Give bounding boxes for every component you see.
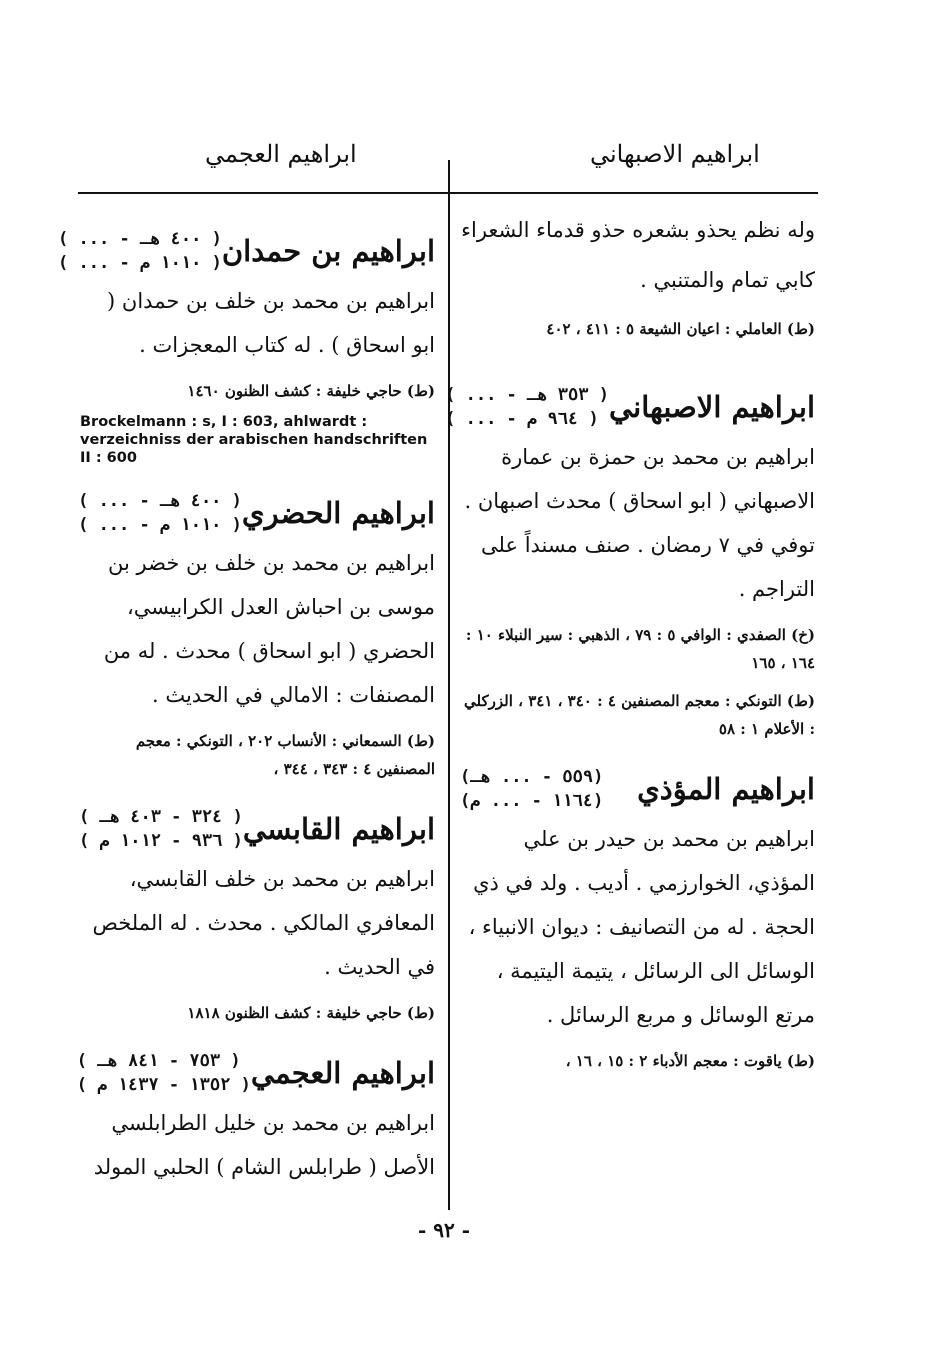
- page-number: - ٩٢ -: [418, 1218, 471, 1242]
- entry-body: ابراهيم بن محمد بن حيدر بن علي المؤذي، الخوارزمي . أديب . ولد في ذي الحجة . له من التصانيف : ديوان الانبياء ، الوسائل الى الرسائل ، يتيمة اليتيمة ، مرتع الوسائل و مربع الرسائل .: [468, 827, 815, 1027]
- continuation-text: وله نظم يحذو بشعره حذو قدماء الشعراء كابي تمام والمتنبي .: [461, 218, 815, 292]
- entry-body: ابراهيم بن محمد بن حمزة بن عمارة الاصبهاني ( ابو اسحاق ) محدث اصبهان . توفي في ٧ رمضان . صنف مسنداً على التراجم .: [464, 445, 815, 601]
- entry: [58, 227, 435, 467]
- entry: [80, 805, 435, 1027]
- entry-body: ابراهيم بن محمد بن خلف بن خضر بن موسى بن احباش العدل الكرابيسي، الحضري ( ابو اسحاق ) محدث . له من المصنفات : الامالي في الحديث .: [103, 551, 435, 707]
- left-column: [58, 205, 435, 1211]
- entry-name: ابراهيم بن حمدان: [221, 234, 435, 268]
- entry-name: ابراهيم القابسي: [242, 812, 435, 846]
- entry-name: ابراهيم المؤذي: [637, 772, 815, 806]
- entry-body: ابراهيم بن محمد بن خلف القابسي، المعافري المالكي . محدث . له الملخص في الحديث .: [92, 867, 435, 979]
- date-hijri: ( ... - ٤٠٠ هـ ): [58, 229, 222, 249]
- entry: [80, 489, 435, 783]
- entry-dates: [445, 383, 609, 431]
- date-hijri: ( ٧٥٣ - ٨٤١ هـ ): [76, 1051, 241, 1071]
- entry-dates: [460, 765, 603, 813]
- entry-dates: [77, 1049, 251, 1097]
- entry-name: ابراهيم الاصبهاني: [608, 390, 815, 424]
- date-gregorian: ( ... - ٩٦٤ م ): [445, 409, 599, 429]
- date-gregorian: ( ... - ١٠١٠ م ): [78, 515, 242, 535]
- date-gregorian: ( ١٣٥٢ - ١٤٣٧ م ): [76, 1075, 251, 1095]
- entry-source: (ط) حاجي خليفة : كشف الظنون ١٨١٨: [187, 1004, 435, 1022]
- header-left: ابراهيم العجمي: [205, 140, 357, 168]
- date-hijri: ( ٣٢٤ - ٤٠٣ هـ ): [79, 807, 243, 827]
- date-hijri: ( ... - ٤٠٠ هـ ): [78, 491, 242, 511]
- date-hijri: ( ... - ٣٥٣ هـ ): [445, 385, 609, 405]
- entry-dates: [78, 489, 242, 537]
- date-hijri: (٥٥٩ - ... هـ): [460, 767, 604, 787]
- entry-body: ابراهيم بن محمد بن خليل الطرابلسي الأصل ( طرابلس الشام ) الحلبي المولد: [93, 1111, 435, 1179]
- entry-source: (ط) ياقوت : معجم الأدباء ٢ : ١٥ ، ١٦ ،: [565, 1052, 815, 1070]
- entry: [445, 383, 815, 743]
- entry: [76, 1049, 435, 1189]
- right-column: [445, 205, 815, 1097]
- entry-dates: [79, 805, 243, 853]
- date-gregorian: ( ٩٣٦ - ١٠١٢ م ): [79, 831, 243, 851]
- header-right: ابراهيم الاصبهاني: [590, 140, 760, 168]
- entry-source: (خ) الصفدي : الوافي ٥ : ٧٩ ، الذهبي : سير النبلاء ١٠ : ١٦٤ ، ١٦٥: [465, 626, 815, 672]
- entry-source-latin: Brockelmann : s, I : 603, ahlwardt : verzeichniss der arabischen handschriften II : 600: [80, 414, 428, 466]
- continuation-source: (ط) العاملي : اعيان الشيعة ٥ : ٤١١ ، ٤٠٢: [546, 320, 815, 338]
- entry: [460, 765, 815, 1075]
- entry-source: (ط) حاجي خليفة : كشف الظنون ١٤٦٠: [187, 382, 435, 400]
- column-divider: [448, 160, 450, 1210]
- date-gregorian: (١١٦٤ - ... م): [460, 791, 604, 811]
- entry-source: (ط) التونكي : معجم المصنفين ٤ : ٣٤٠ ، ٣٤١ ، الزركلي : الأعلام ١ : ٥٨: [464, 692, 815, 738]
- entry-dates: [58, 227, 222, 275]
- entry-source: (ط) السمعاني : الأنساب ٢٠٢ ، التونكي : معجم المصنفين ٤ : ٣٤٣ ، ٣٤٤ ،: [135, 732, 435, 778]
- date-gregorian: ( ... - ١٠١٠ م ): [58, 253, 222, 273]
- entry-name: ابراهيم العجمي: [250, 1056, 435, 1090]
- entry-name: ابراهيم الحضري: [241, 496, 435, 530]
- entry-body: ابراهيم بن محمد بن خلف بن حمدان ( ابو اسحاق ) . له كتاب المعجزات .: [107, 289, 435, 357]
